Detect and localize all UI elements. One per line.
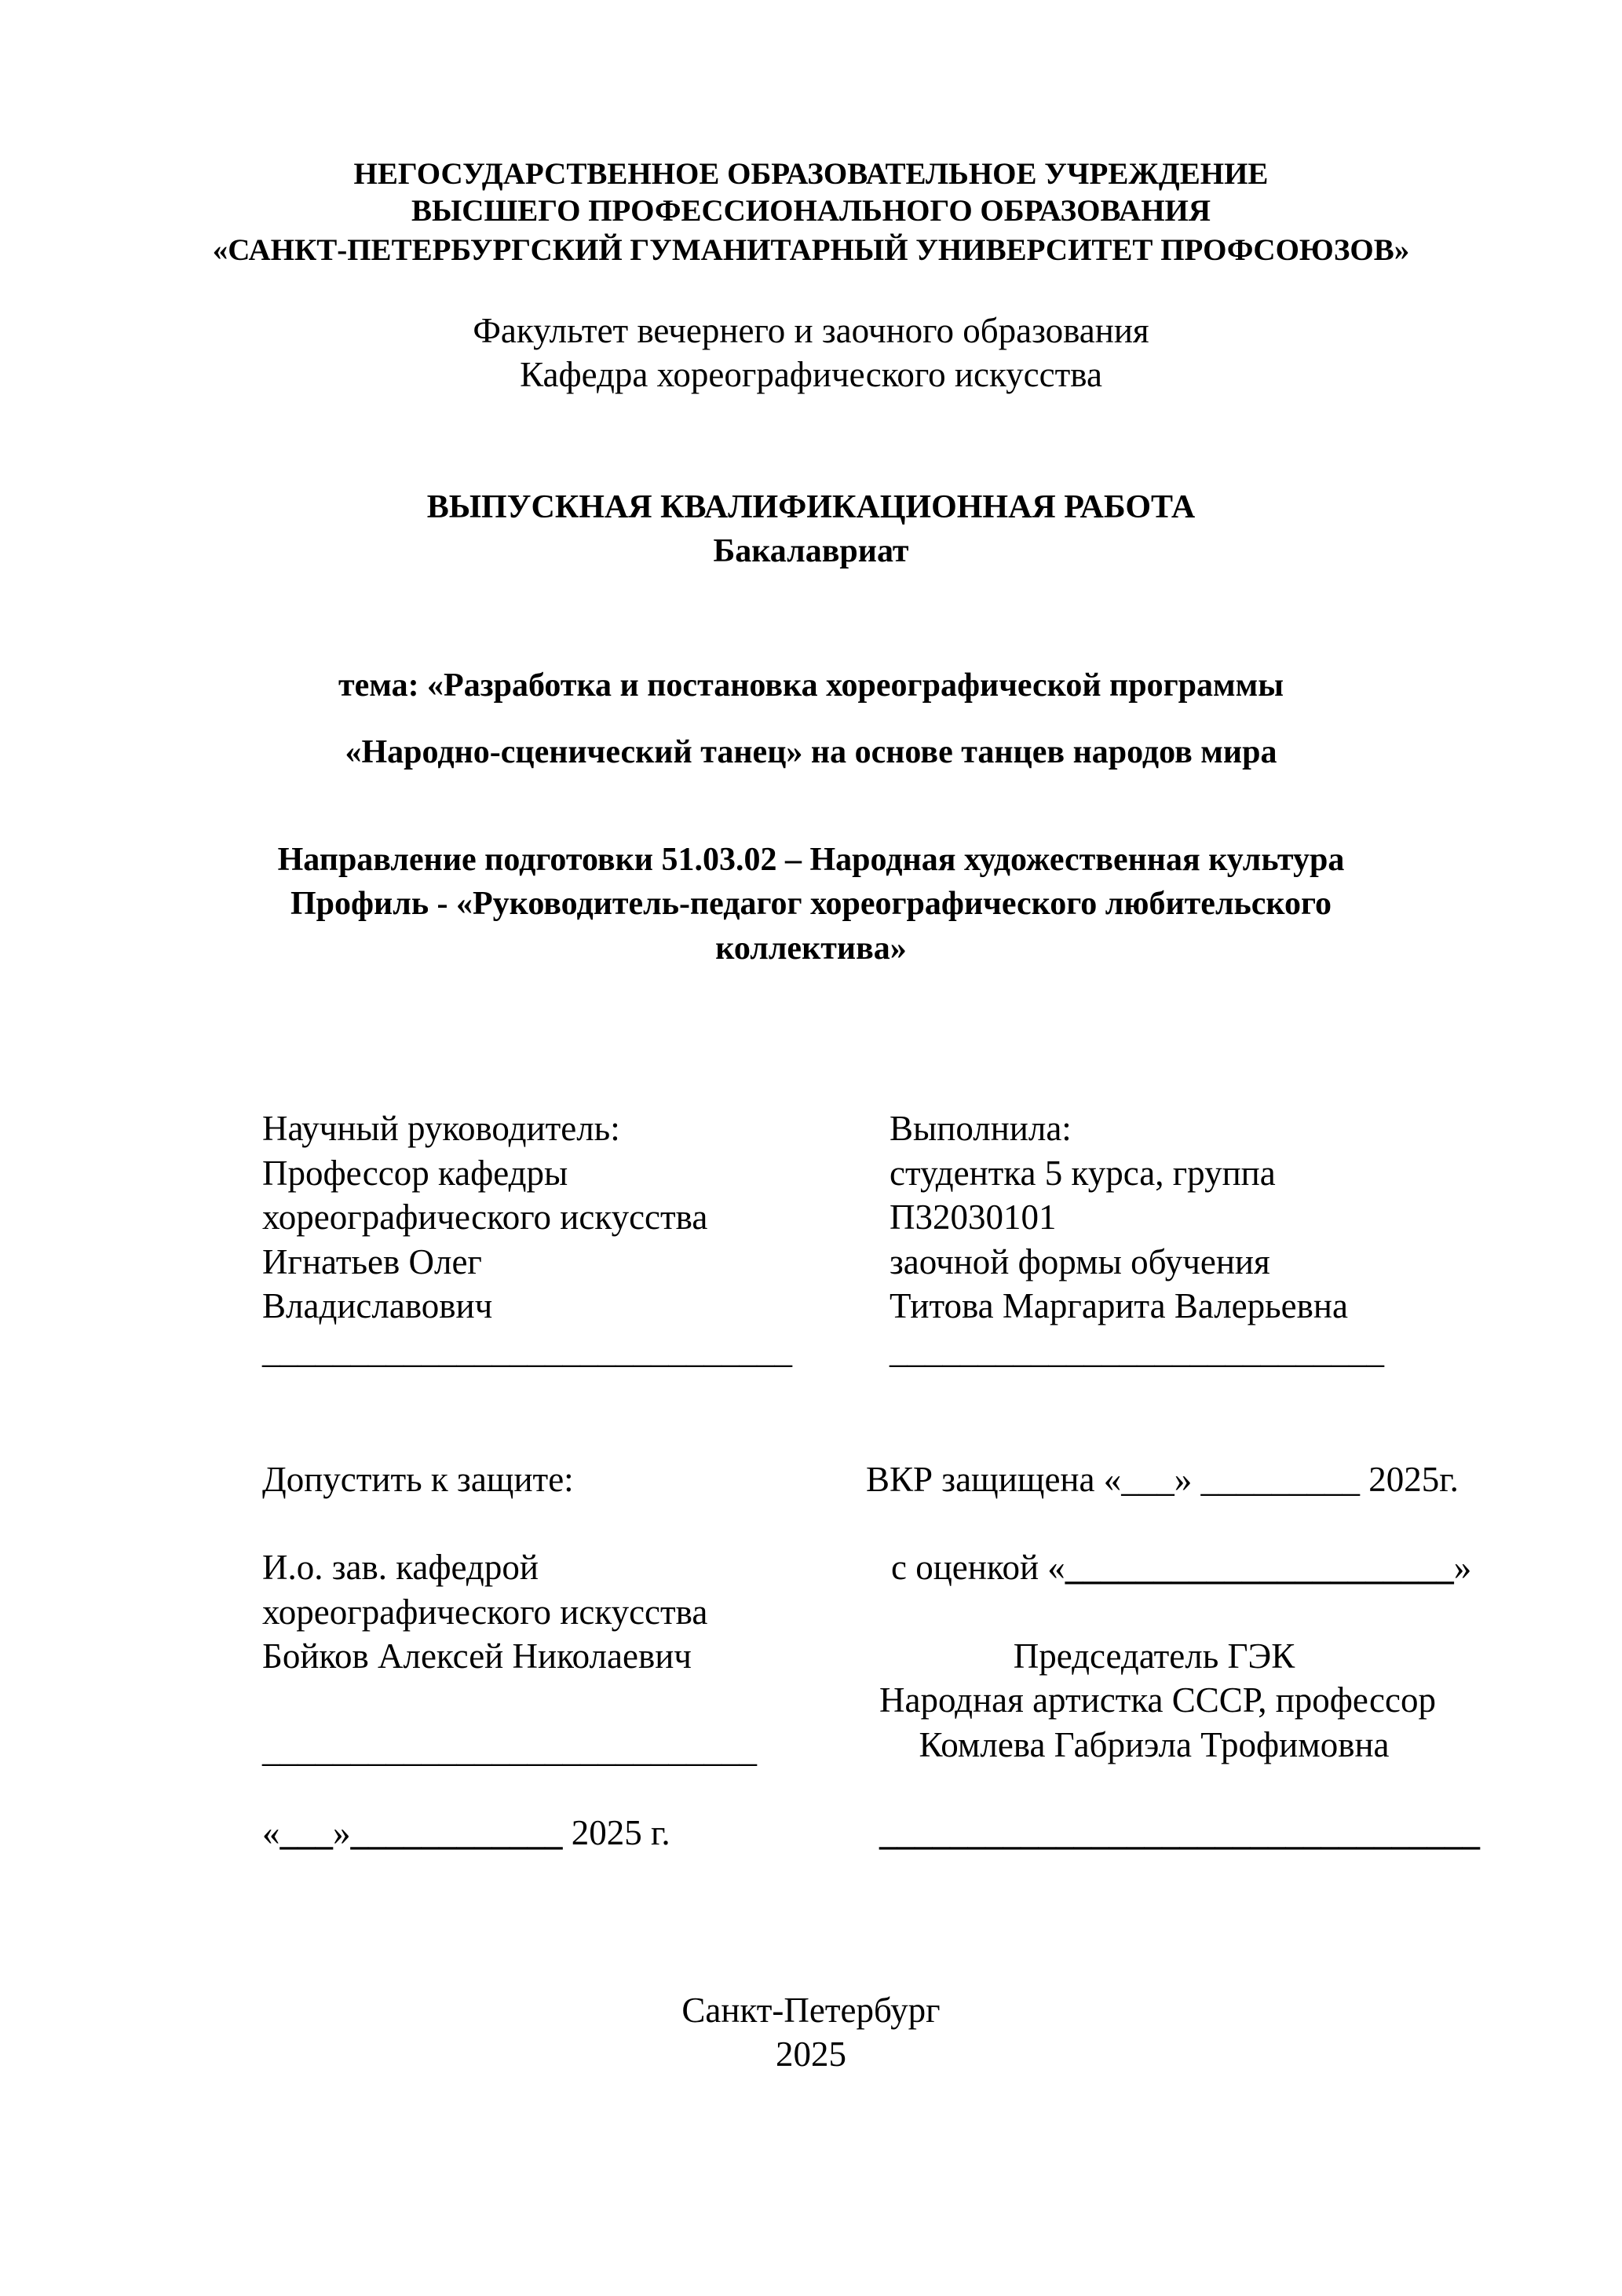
date-month-blank: ____________: [350, 1813, 563, 1852]
student-line: П32030101: [890, 1197, 1057, 1237]
admission-signature-line: ____________________________: [262, 1730, 757, 1769]
city: Санкт-Петербург: [681, 1991, 941, 2030]
defense-grade: [891, 1545, 1471, 1589]
supervisor-signature-line: ______________________________: [262, 1330, 792, 1370]
date-day-blank: ___: [279, 1813, 333, 1852]
student-line: Титова Маргарита Валерьевна: [890, 1286, 1348, 1325]
faculty: Факультет вечернего и заочного образования: [473, 311, 1149, 350]
quote-close: »: [333, 1813, 351, 1852]
supervisor-label: Научный руководитель:: [262, 1109, 620, 1148]
chair-signature-line: __________________________________: [879, 1813, 1480, 1852]
student-line: студентка 5 курса, группа: [890, 1153, 1276, 1193]
supervisor-line: хореографического искусства: [262, 1197, 708, 1237]
degree-level: Бакалавриат: [713, 533, 909, 569]
profile-line-1: Профиль - «Руководитель-педагог хореографического любительского: [290, 886, 1332, 922]
grade-blank: ______________________: [1065, 1548, 1454, 1587]
quote-open: «: [262, 1813, 280, 1852]
grade-prefix: с оценкой «: [891, 1548, 1065, 1587]
profile-line-2: коллектива»: [715, 930, 907, 967]
student-signature-line: ____________________________: [890, 1330, 1384, 1370]
supervisor-line: Профессор кафедры: [262, 1153, 568, 1193]
chair-name: Комлева Габриэла Трофимовна: [919, 1725, 1390, 1764]
defense-date: ВКР защищена «___» _________ 2025г.: [866, 1460, 1459, 1499]
admission-line: И.о. зав. кафедрой: [262, 1548, 539, 1587]
direction: Направление подготовки 51.03.02 – Народная художественная культура: [277, 842, 1345, 878]
admission-date: [262, 1811, 670, 1855]
supervisor-block: [262, 1106, 859, 1373]
grade-suffix: »: [1453, 1548, 1472, 1587]
year: 2025: [776, 2035, 846, 2074]
admission-label: Допустить к защите:: [262, 1460, 574, 1499]
institution-line-2: ВЫСШЕГО ПРОФЕССИОНАЛЬНОГО ОБРАЗОВАНИЯ: [411, 194, 1211, 228]
student-line: заочной формы обучения: [890, 1241, 1270, 1281]
work-type: ВЫПУСКНАЯ КВАЛИФИКАЦИОННАЯ РАБОТА: [426, 489, 1196, 525]
institution-line-3: «САНКТ-ПЕТЕРБУРГСКИЙ ГУМАНИТАРНЫЙ УНИВЕРСИТЕТ ПРОФСОЮЗОВ»: [212, 233, 1410, 267]
topic-line-1: тема: «Разработка и постановка хореографической программы: [338, 667, 1284, 704]
student-label: Выполнила:: [890, 1109, 1072, 1148]
date-year: 2025 г.: [562, 1813, 670, 1852]
student-block: [890, 1106, 1486, 1373]
chair-rank: Народная артистка СССР, профессор: [879, 1680, 1436, 1720]
supervisor-line: Игнатьев Олег: [262, 1241, 482, 1281]
supervisor-line: Владиславович: [262, 1286, 493, 1325]
admission-block: [262, 1545, 859, 1679]
admission-line: Бойков Алексей Николаевич: [262, 1636, 692, 1676]
department: Кафедра хореографического искусства: [520, 355, 1102, 394]
topic-line-2: «Народно-сценический танец» на основе танцев народов мира: [345, 734, 1277, 770]
admission-line: хореографического искусства: [262, 1592, 708, 1632]
chair-title: Председатель ГЭК: [1013, 1636, 1295, 1676]
institution-line-1: НЕГОСУДАРСТВЕННОЕ ОБРАЗОВАТЕЛЬНОЕ УЧРЕЖДЕНИЕ: [353, 157, 1269, 191]
